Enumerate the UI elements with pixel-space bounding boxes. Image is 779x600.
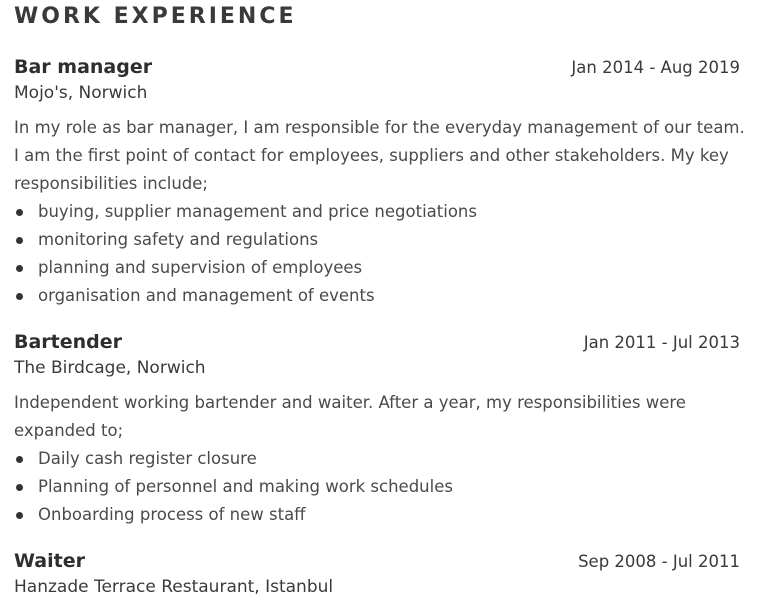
list-item-text: organisation and management of events	[38, 286, 375, 305]
bullet-icon	[16, 209, 23, 216]
list-item	[14, 226, 740, 254]
job-entry-waiter	[14, 548, 740, 599]
list-item	[14, 282, 740, 310]
section-title: WORK EXPERIENCE	[14, 4, 297, 29]
job-title: Waiter	[14, 550, 85, 572]
bullet-icon	[16, 484, 23, 491]
job-dates: Jan 2011 - Jul 2013	[583, 333, 740, 352]
job-header	[14, 54, 740, 82]
list-item	[14, 501, 740, 529]
job-title: Bartender	[14, 331, 123, 353]
bullet-icon	[16, 456, 23, 463]
bullet-icon	[16, 512, 23, 519]
list-item-text: Daily cash register closure	[38, 449, 257, 468]
job-dates: Sep 2008 - Jul 2011	[578, 552, 740, 571]
responsibilities-list	[14, 198, 740, 310]
list-item	[14, 473, 740, 501]
job-employer: Mojo's, Norwich	[14, 83, 148, 103]
job-description: In my role as bar manager, I am responsible for the everyday management of our team. I am the first point of contact for employees, suppliers and other stakeholders. My key responsibilities include;	[14, 118, 745, 193]
list-item-text: Onboarding process of new staff	[38, 505, 306, 524]
list-item-text: buying, supplier management and price negotiations	[38, 202, 477, 221]
bullet-icon	[16, 265, 23, 272]
job-header	[14, 548, 740, 576]
job-description: Independent working bartender and waiter. After a year, my responsibilities were expanded to;	[14, 393, 686, 440]
list-item-text: monitoring safety and regulations	[38, 230, 319, 249]
list-item	[14, 198, 740, 226]
list-item-text: planning and supervision of employees	[38, 258, 363, 277]
job-entry-bar-manager	[14, 54, 745, 310]
job-header	[14, 329, 740, 357]
bullet-icon	[16, 293, 23, 300]
job-employer: Hanzade Terrace Restaurant, Istanbul	[14, 577, 334, 597]
job-dates: Jan 2014 - Aug 2019	[571, 58, 740, 77]
list-item-text: Planning of personnel and making work schedules	[38, 477, 453, 496]
list-item	[14, 254, 740, 282]
job-employer: The Birdcage, Norwich	[14, 358, 206, 378]
responsibilities-list	[14, 445, 740, 529]
bullet-icon	[16, 237, 23, 244]
list-item	[14, 445, 740, 473]
job-title: Bar manager	[14, 56, 153, 78]
job-entry-bartender	[14, 329, 740, 529]
